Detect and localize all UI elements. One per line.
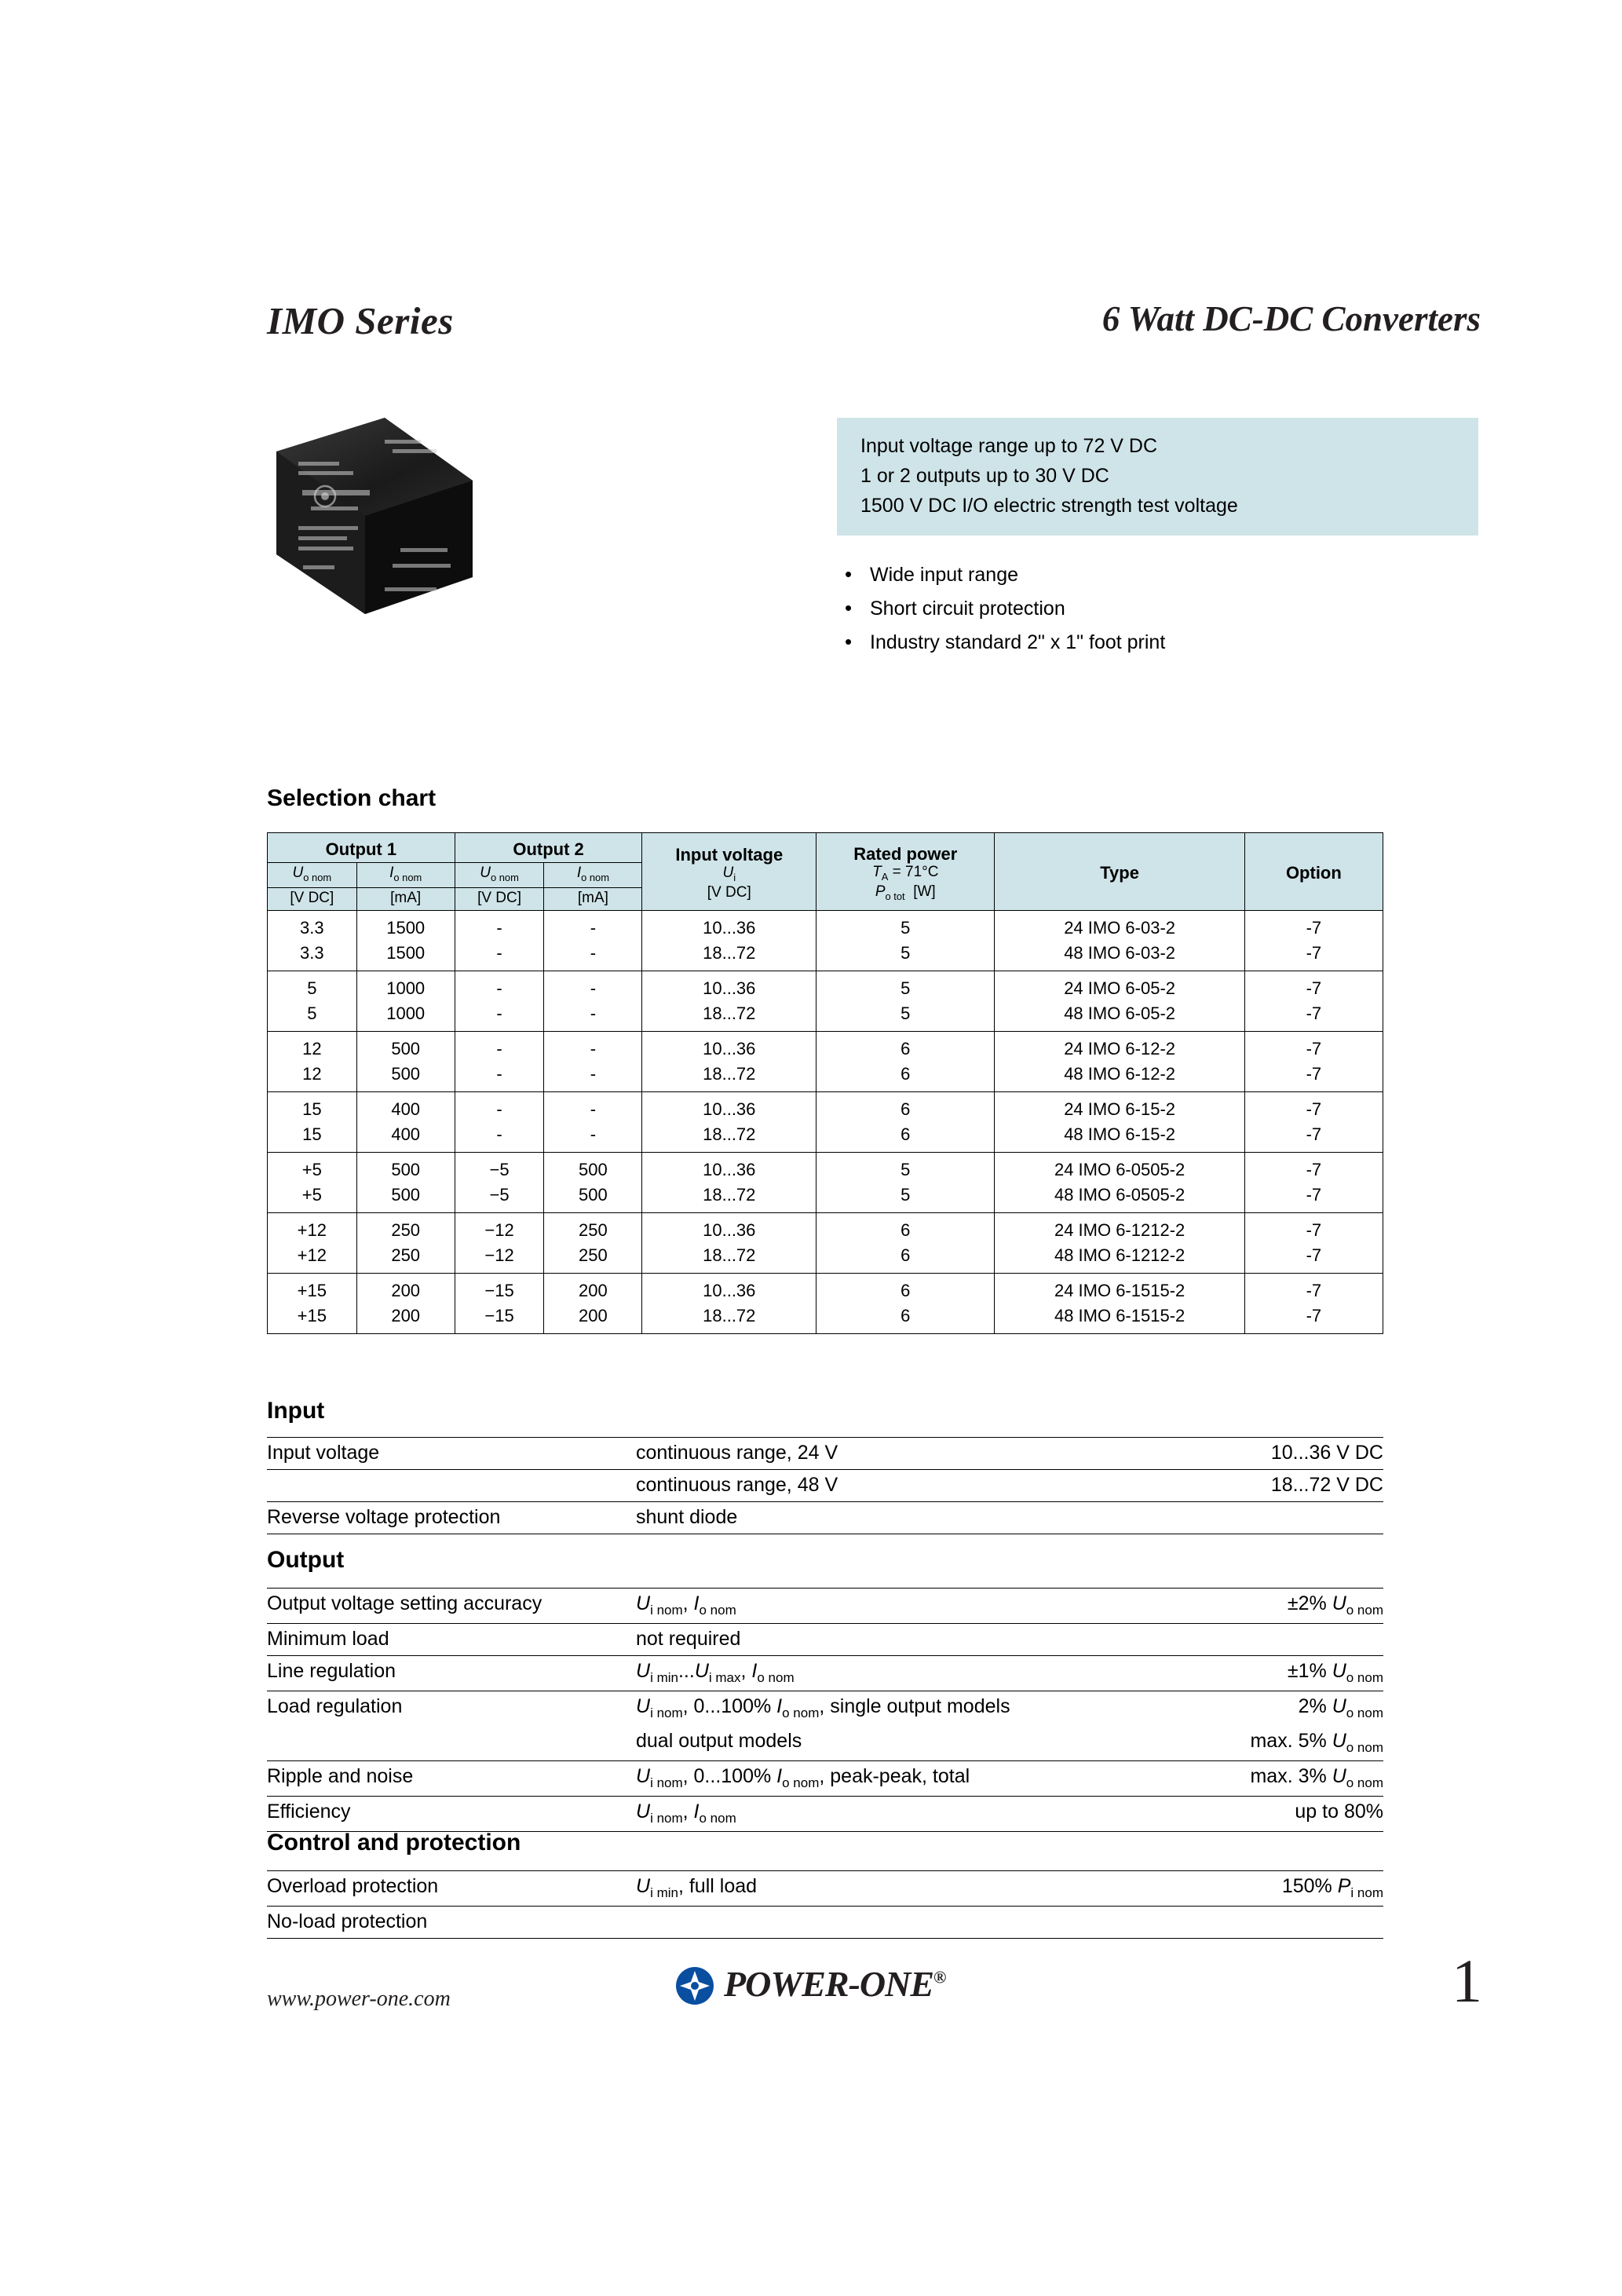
cell-out2-current: - <box>544 1122 642 1153</box>
cell-option: -7 <box>1244 1273 1383 1303</box>
cell-out1-current: 250 <box>356 1243 455 1274</box>
control-spec-table <box>267 1870 1383 1939</box>
cell-option: -7 <box>1244 1212 1383 1243</box>
cell-out2-voltage: −5 <box>455 1183 544 1213</box>
cell-out2-voltage: −12 <box>455 1243 544 1274</box>
list-item: • Industry standard 2" x 1" foot print <box>837 631 1489 654</box>
cell-out2-voltage: - <box>455 1091 544 1122</box>
cell-out1-voltage: 5 <box>268 971 357 1001</box>
spec-value: max. 3% $U_{o nom}$ <box>1187 1761 1383 1797</box>
cell-out1-current: 1000 <box>356 971 455 1001</box>
cell-option: -7 <box>1244 1183 1383 1213</box>
col-input-voltage-label: Input voltage <box>675 845 784 865</box>
col-rated-power <box>816 833 995 911</box>
cell-out2-current: - <box>544 1091 642 1122</box>
cell-input-voltage: 10...36 <box>642 1273 816 1303</box>
spec-condition: $U_{i nom}$, 0...100% $I_{o nom}$, single output models <box>636 1695 1010 1720</box>
cell-out1-current: 1500 <box>356 941 455 971</box>
cell-out1-voltage: 3.3 <box>268 941 357 971</box>
spec-condition: not required <box>636 1624 1187 1656</box>
cell-out2-voltage: - <box>455 1122 544 1153</box>
section-heading-control: Control and protection <box>267 1830 521 1855</box>
cell-out1-current: 200 <box>356 1273 455 1303</box>
spec-value: ±1% $U_{o nom}$ <box>1187 1656 1383 1691</box>
cell-out2-current: - <box>544 910 642 941</box>
cell-input-voltage: 10...36 <box>642 1152 816 1183</box>
cell-input-voltage: 18...72 <box>642 1303 816 1334</box>
document-title: 6 Watt DC-DC Converters <box>1101 299 1481 338</box>
cell-out1-voltage: 12 <box>268 1031 357 1062</box>
output-spec-table <box>267 1588 1383 1832</box>
cell-type: 24 IMO 6-0505-2 <box>995 1152 1244 1183</box>
col-option: Option <box>1244 833 1383 911</box>
cell-out1-current: 500 <box>356 1152 455 1183</box>
cell-option: -7 <box>1244 941 1383 971</box>
cell-out2-current: - <box>544 1062 642 1092</box>
cell-type: 24 IMO 6-15-2 <box>995 1091 1244 1122</box>
cell-input-voltage: 18...72 <box>642 1001 816 1032</box>
cell-option: -7 <box>1244 1091 1383 1122</box>
cell-rated-power: 6 <box>816 1031 995 1062</box>
spec-label: Line regulation <box>267 1656 636 1691</box>
cell-out1-voltage: +12 <box>268 1243 357 1274</box>
cell-type: 48 IMO 6-1212-2 <box>995 1243 1244 1274</box>
cell-input-voltage: 18...72 <box>642 1122 816 1153</box>
spec-condition: dual output models <box>636 1726 1187 1761</box>
cell-input-voltage: 10...36 <box>642 1091 816 1122</box>
table-row <box>268 1273 1383 1303</box>
col-out1-u-units: [V DC] <box>268 887 357 910</box>
table-row <box>268 910 1383 941</box>
cell-input-voltage: 18...72 <box>642 1243 816 1274</box>
cell-out1-current: 500 <box>356 1183 455 1213</box>
spec-condition: continuous range, 24 V <box>636 1438 1116 1470</box>
spec-condition: continuous range, 48 V <box>636 1470 1116 1502</box>
col-type: Type <box>995 833 1244 911</box>
spec-label: Output voltage setting accuracy <box>267 1589 636 1624</box>
feature-highlight-box <box>837 418 1478 536</box>
col-rated-power-ta: $T_A = 71^\circ C$ <box>872 863 939 883</box>
cell-rated-power: 5 <box>816 941 995 971</box>
cell-out1-voltage: 5 <box>268 1001 357 1032</box>
cell-option: -7 <box>1244 1243 1383 1274</box>
spec-value <box>1043 1907 1383 1939</box>
col-out1-u: $U_{o nom}$ <box>268 863 357 888</box>
spec-label: Overload protection <box>267 1871 636 1907</box>
spec-label <box>267 1726 636 1761</box>
cell-out2-voltage: −15 <box>455 1273 544 1303</box>
cell-out1-voltage: +15 <box>268 1303 357 1334</box>
cell-type: 48 IMO 6-05-2 <box>995 1001 1244 1032</box>
spec-label: Input voltage <box>267 1438 636 1470</box>
spec-value: ±2% $U_{o nom}$ <box>1187 1589 1383 1624</box>
feature-bullet-list <box>837 564 1489 665</box>
cell-rated-power: 5 <box>816 1183 995 1213</box>
col-out1-i: $I_{o nom}$ <box>356 863 455 888</box>
col-rated-power-label: Rated power <box>853 843 958 864</box>
spec-value <box>1187 1624 1383 1656</box>
cell-option: -7 <box>1244 971 1383 1001</box>
table-row <box>268 1091 1383 1122</box>
list-item: • Short circuit protection <box>837 598 1489 620</box>
brand-wordmark <box>724 1963 945 2005</box>
cell-out1-current: 500 <box>356 1031 455 1062</box>
page-number: 1 <box>1452 1947 1482 2015</box>
spec-label: Minimum load <box>267 1624 636 1656</box>
cell-type: 48 IMO 6-1515-2 <box>995 1303 1244 1334</box>
col-rated-power-po: $P_{o tot}$ [W] <box>875 883 936 902</box>
table-row <box>268 941 1383 971</box>
spec-value: 2% $U_{o nom}$ <box>1298 1695 1383 1720</box>
cell-input-voltage: 18...72 <box>642 941 816 971</box>
feature-line-3: 1500 V DC I/O electric strength test voltage <box>860 495 1238 517</box>
table-row <box>268 1062 1383 1092</box>
cell-out1-voltage: 15 <box>268 1091 357 1122</box>
spec-value: 18...72 V DC <box>1116 1470 1383 1502</box>
cell-out2-current: - <box>544 1031 642 1062</box>
cell-input-voltage: 18...72 <box>642 1183 816 1213</box>
spec-condition: $U_{i nom}$, $I_{o nom}$ <box>636 1589 1187 1624</box>
cell-out1-voltage: +5 <box>268 1152 357 1183</box>
cell-out2-current: 200 <box>544 1303 642 1334</box>
cell-option: -7 <box>1244 910 1383 941</box>
col-input-voltage <box>642 833 816 911</box>
cell-out1-current: 200 <box>356 1303 455 1334</box>
cell-type: 24 IMO 6-12-2 <box>995 1031 1244 1062</box>
cell-input-voltage: 18...72 <box>642 1062 816 1092</box>
cell-out2-current: 500 <box>544 1152 642 1183</box>
table-row <box>268 971 1383 1001</box>
cell-rated-power: 6 <box>816 1243 995 1274</box>
cell-out1-voltage: 15 <box>268 1122 357 1153</box>
spec-condition: $U_{i nom}$, $I_{o nom}$ <box>636 1797 1187 1832</box>
col-out2-i-units: [mA] <box>544 887 642 910</box>
list-item: • Wide input range <box>837 564 1489 587</box>
cell-out1-current: 1000 <box>356 1001 455 1032</box>
cell-out2-voltage: −12 <box>455 1212 544 1243</box>
col-group-output2: Output 2 <box>455 833 642 863</box>
cell-type: 48 IMO 6-03-2 <box>995 941 1244 971</box>
cell-input-voltage: 10...36 <box>642 910 816 941</box>
cell-out2-voltage: - <box>455 1001 544 1032</box>
cell-out2-voltage: −15 <box>455 1303 544 1334</box>
cell-out2-current: 250 <box>544 1212 642 1243</box>
cell-out1-current: 250 <box>356 1212 455 1243</box>
section-heading-selection-chart: Selection chart <box>267 785 437 811</box>
footer-url[interactable]: www.power-one.com <box>267 1987 451 2011</box>
col-group-output1: Output 1 <box>268 833 455 863</box>
cell-out2-current: 250 <box>544 1243 642 1274</box>
cell-rated-power: 6 <box>816 1273 995 1303</box>
input-spec-table <box>267 1437 1383 1534</box>
table-row <box>268 1152 1383 1183</box>
cell-out1-current: 500 <box>356 1062 455 1092</box>
cell-option: -7 <box>1244 1303 1383 1334</box>
cell-out1-current: 1500 <box>356 910 455 941</box>
col-out2-u-units: [V DC] <box>455 887 544 910</box>
cell-out2-current: - <box>544 941 642 971</box>
spec-value: up to 80% <box>1187 1797 1383 1832</box>
cell-out2-voltage: −5 <box>455 1152 544 1183</box>
cell-out2-current: - <box>544 1001 642 1032</box>
cell-option: -7 <box>1244 1152 1383 1183</box>
series-title: IMO Series <box>267 299 454 342</box>
cell-rated-power: 6 <box>816 1122 995 1153</box>
table-row <box>268 1243 1383 1274</box>
cell-rated-power: 5 <box>816 1001 995 1032</box>
feature-line-1: Input voltage range up to 72 V DC <box>860 435 1158 457</box>
spec-value: 10...36 V DC <box>1116 1438 1383 1470</box>
cell-out1-voltage: +15 <box>268 1273 357 1303</box>
cell-type: 24 IMO 6-1212-2 <box>995 1212 1244 1243</box>
cell-out2-current: 500 <box>544 1183 642 1213</box>
col-input-voltage-units: [V DC] <box>707 883 751 901</box>
brand-wordmark-text: POWER-ONE <box>724 1964 934 2004</box>
cell-out1-voltage: 3.3 <box>268 910 357 941</box>
col-out1-i-units: [mA] <box>356 887 455 910</box>
cell-out1-voltage: +12 <box>268 1212 357 1243</box>
cell-type: 48 IMO 6-15-2 <box>995 1122 1244 1153</box>
selection-chart-table <box>267 832 1383 1334</box>
cell-input-voltage: 10...36 <box>642 1212 816 1243</box>
spec-value: 150% $P_{i nom}$ <box>1043 1871 1383 1907</box>
cell-out2-voltage: - <box>455 1031 544 1062</box>
cell-rated-power: 6 <box>816 1062 995 1092</box>
cell-rated-power: 6 <box>816 1091 995 1122</box>
table-row <box>268 1031 1383 1062</box>
registered-icon: ® <box>933 1967 946 1987</box>
cell-rated-power: 6 <box>816 1212 995 1243</box>
spec-label: Reverse voltage protection <box>267 1502 636 1534</box>
table-row <box>268 1183 1383 1213</box>
cell-out2-current: 200 <box>544 1273 642 1303</box>
cell-type: 24 IMO 6-05-2 <box>995 971 1244 1001</box>
spec-value: max. 5% $U_{o nom}$ <box>1187 1726 1383 1761</box>
cell-rated-power: 5 <box>816 971 995 1001</box>
cell-input-voltage: 10...36 <box>642 1031 816 1062</box>
feature-line-2: 1 or 2 outputs up to 30 V DC <box>860 465 1109 487</box>
col-input-voltage-sym: $U_i$ <box>722 865 736 884</box>
spec-label: No-load protection <box>267 1907 636 1939</box>
spec-condition: $U_{i min}$, full load <box>636 1871 1043 1907</box>
cell-out1-current: 400 <box>356 1091 455 1122</box>
spec-label: Ripple and noise <box>267 1761 636 1797</box>
cell-out2-voltage: - <box>455 941 544 971</box>
table-row <box>268 1001 1383 1032</box>
table-row <box>268 1303 1383 1334</box>
cell-out1-voltage: +5 <box>268 1183 357 1213</box>
spec-condition: shunt diode <box>636 1502 1116 1534</box>
cell-out1-voltage: 12 <box>268 1062 357 1092</box>
cell-out1-current: 400 <box>356 1122 455 1153</box>
power-one-mark-icon <box>675 1966 714 2005</box>
cell-type: 24 IMO 6-1515-2 <box>995 1273 1244 1303</box>
product-photo <box>267 408 483 652</box>
cell-type: 24 IMO 6-03-2 <box>995 910 1244 941</box>
spec-condition: $U_{i min}...U_{i max}$, $I_{o nom}$ <box>636 1656 1187 1691</box>
cell-out2-voltage: - <box>455 971 544 1001</box>
cell-type: 48 IMO 6-12-2 <box>995 1062 1244 1092</box>
cell-option: -7 <box>1244 1122 1383 1153</box>
spec-label: Load regulation <box>267 1695 403 1717</box>
spec-label: Efficiency <box>267 1797 636 1832</box>
spec-condition <box>636 1907 1043 1939</box>
cell-input-voltage: 10...36 <box>642 971 816 1001</box>
brand-logo <box>675 1963 974 2013</box>
table-row <box>268 1212 1383 1243</box>
cell-option: -7 <box>1244 1001 1383 1032</box>
table-row <box>268 1122 1383 1153</box>
spec-value <box>1116 1502 1383 1534</box>
section-heading-output: Output <box>267 1547 345 1573</box>
spec-condition: $U_{i nom}$, 0...100% $I_{o nom}$, peak-peak, total <box>636 1761 1187 1797</box>
cell-rated-power: 5 <box>816 910 995 941</box>
cell-type: 48 IMO 6-0505-2 <box>995 1183 1244 1213</box>
section-heading-input: Input <box>267 1398 325 1424</box>
spec-label <box>267 1470 636 1502</box>
cell-option: -7 <box>1244 1062 1383 1092</box>
cell-option: -7 <box>1244 1031 1383 1062</box>
col-out2-u: $U_{o nom}$ <box>455 863 544 888</box>
cell-rated-power: 5 <box>816 1152 995 1183</box>
cell-out2-voltage: - <box>455 1062 544 1092</box>
cell-out2-voltage: - <box>455 910 544 941</box>
cell-rated-power: 6 <box>816 1303 995 1334</box>
col-out2-i: $I_{o nom}$ <box>544 863 642 888</box>
cell-out2-current: - <box>544 971 642 1001</box>
